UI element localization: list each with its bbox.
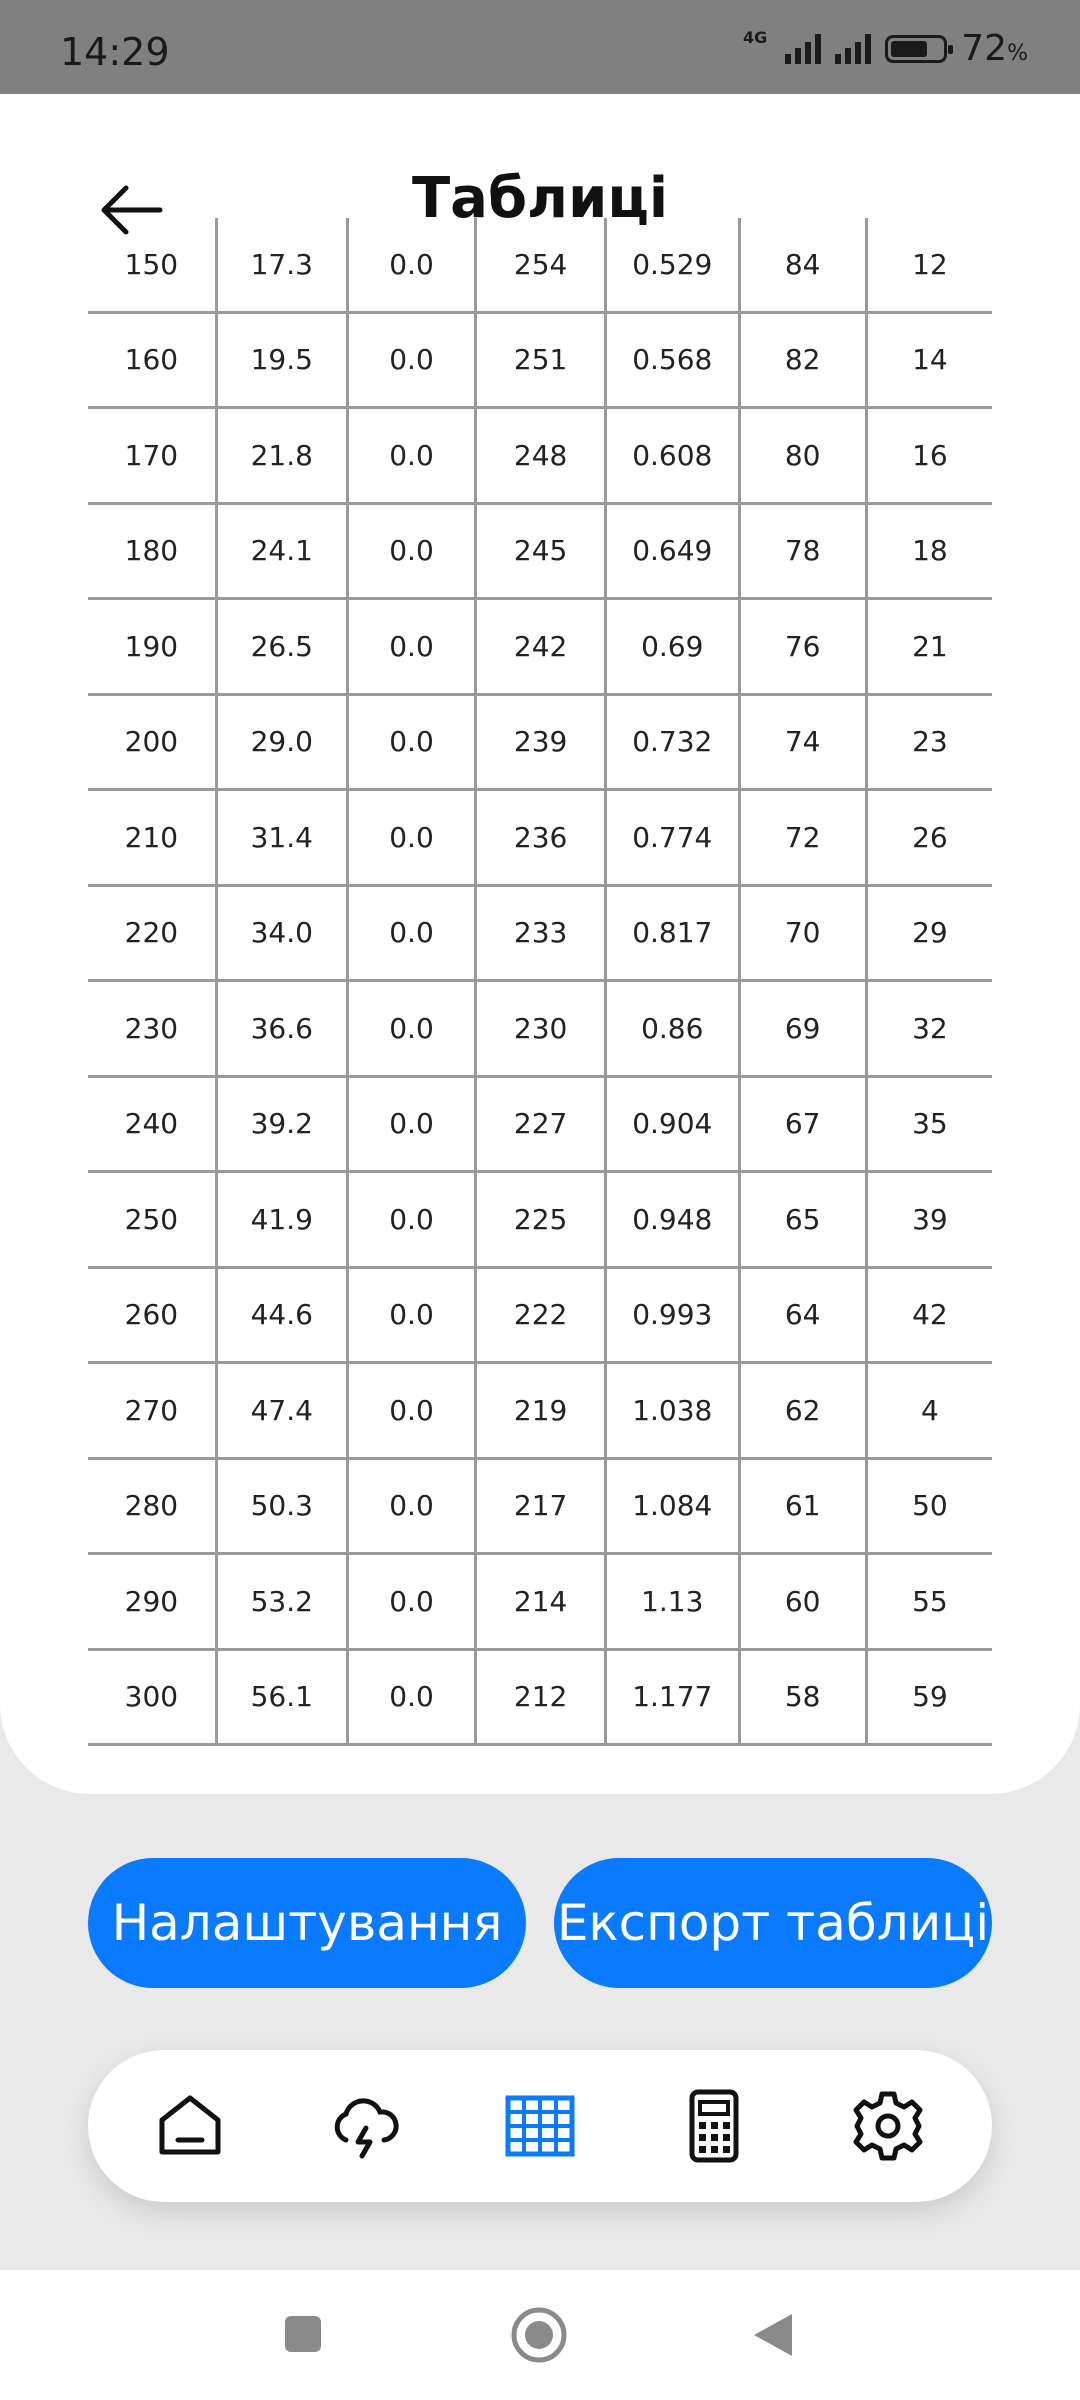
- network-type: 4G: [743, 28, 768, 47]
- table-cell: 39.2: [216, 1076, 347, 1172]
- table-cell: 233: [476, 885, 606, 981]
- table-cell: 300: [88, 1649, 216, 1745]
- table-cell: 82: [739, 312, 866, 408]
- table-cell: 0.69: [605, 599, 739, 695]
- page-title: Таблиці: [411, 166, 669, 231]
- data-table: [88, 218, 992, 1746]
- battery-level-fill: [891, 41, 927, 57]
- table-cell: 72: [739, 790, 866, 886]
- table-cell: 0.0: [347, 1363, 475, 1459]
- battery-percent-unit: %: [1007, 41, 1028, 66]
- table-cell: 26.5: [216, 599, 347, 695]
- table-cell: 1.177: [605, 1649, 739, 1745]
- table-cell: 26: [866, 790, 992, 886]
- table-cell: 160: [88, 312, 216, 408]
- table-cell: 76: [739, 599, 866, 695]
- table-cell: 290: [88, 1554, 216, 1650]
- table-cell: 0.948: [605, 1172, 739, 1268]
- table-cell: 12: [866, 218, 992, 312]
- table-cell: 29: [866, 885, 992, 981]
- table-cell: 31.4: [216, 790, 347, 886]
- battery-percent: [961, 28, 1028, 69]
- table-cell: 67: [739, 1076, 866, 1172]
- table-cell: 240: [88, 1076, 216, 1172]
- table-row: [88, 981, 992, 1077]
- table-cell: 21.8: [216, 408, 347, 504]
- nav-calculator[interactable]: [678, 2090, 750, 2162]
- table-row: [88, 503, 992, 599]
- table-row: [88, 1458, 992, 1554]
- nav-home[interactable]: [154, 2090, 226, 2162]
- table-cell: 0.0: [347, 503, 475, 599]
- table-cell: 150: [88, 218, 216, 312]
- table-cell: 1.038: [605, 1363, 739, 1459]
- table-cell: 50: [866, 1458, 992, 1554]
- table-cell: 0.568: [605, 312, 739, 408]
- table-cell: 260: [88, 1267, 216, 1363]
- table-cell: 1.13: [605, 1554, 739, 1650]
- nav-weather[interactable]: [328, 2090, 400, 2162]
- bottom-nav: [88, 2050, 992, 2202]
- table-cell: 58: [739, 1649, 866, 1745]
- table-cell: 0.993: [605, 1267, 739, 1363]
- table-cell: 217: [476, 1458, 606, 1554]
- table-cell: 39: [866, 1172, 992, 1268]
- table-cell: 0.0: [347, 981, 475, 1077]
- table-cell: 245: [476, 503, 606, 599]
- home-system-button[interactable]: [510, 2306, 568, 2364]
- table-cell: 212: [476, 1649, 606, 1745]
- table-cell: 69: [739, 981, 866, 1077]
- home-icon: [154, 2090, 226, 2162]
- weather-storm-icon: [328, 2090, 400, 2162]
- table-cell: 0.0: [347, 1554, 475, 1650]
- back-system-button[interactable]: [752, 2312, 794, 2358]
- table-cell: 0.0: [347, 885, 475, 981]
- table-cell: 0.86: [605, 981, 739, 1077]
- table-cell: 0.0: [347, 1172, 475, 1268]
- table-cell: 1.084: [605, 1458, 739, 1554]
- table-cell: 230: [88, 981, 216, 1077]
- table-cell: 36.6: [216, 981, 347, 1077]
- table-cell: 200: [88, 694, 216, 790]
- table-cell: 220: [88, 885, 216, 981]
- table-cell: 0.0: [347, 408, 475, 504]
- calculator-icon: [678, 2090, 750, 2162]
- table-cell: 239: [476, 694, 606, 790]
- table-cell: 248: [476, 408, 606, 504]
- table-cell: 180: [88, 503, 216, 599]
- table-cell: 84: [739, 218, 866, 312]
- table-cell: 170: [88, 408, 216, 504]
- table-cell: 254: [476, 218, 606, 312]
- status-indicators: [743, 28, 1028, 69]
- table-cell: 0.0: [347, 1649, 475, 1745]
- battery-percent-value: 72: [961, 28, 1008, 69]
- table-cell: 214: [476, 1554, 606, 1650]
- table-cell: 41.9: [216, 1172, 347, 1268]
- table-grid-icon: [504, 2090, 576, 2162]
- circle-icon: [510, 2306, 568, 2364]
- table-row: [88, 790, 992, 886]
- table-cell: 16: [866, 408, 992, 504]
- table-cell: 32: [866, 981, 992, 1077]
- table-cell: 0.0: [347, 599, 475, 695]
- table-cell: 250: [88, 1172, 216, 1268]
- table-cell: 0.0: [347, 790, 475, 886]
- table-cell: 17.3: [216, 218, 347, 312]
- table-cell: 34.0: [216, 885, 347, 981]
- table-row: [88, 599, 992, 695]
- table-cell: 64: [739, 1267, 866, 1363]
- table-cell: 21: [866, 599, 992, 695]
- battery-icon: [885, 35, 947, 63]
- table-row: [88, 1363, 992, 1459]
- table-cell: 47.4: [216, 1363, 347, 1459]
- status-bar: [0, 0, 1080, 94]
- table-cell: 56.1: [216, 1649, 347, 1745]
- triangle-back-icon: [752, 2312, 794, 2358]
- table-cell: 222: [476, 1267, 606, 1363]
- table-cell: 80: [739, 408, 866, 504]
- table-cell: 242: [476, 599, 606, 695]
- square-icon: [283, 2314, 323, 2354]
- table-cell: 230: [476, 981, 606, 1077]
- content-card: [0, 94, 1080, 1794]
- table-cell: 0.0: [347, 218, 475, 312]
- table-row: [88, 1267, 992, 1363]
- table-cell: 60: [739, 1554, 866, 1650]
- table-row: [88, 1649, 992, 1745]
- table-cell: 227: [476, 1076, 606, 1172]
- table-row: [88, 885, 992, 981]
- table-cell: 0.774: [605, 790, 739, 886]
- nav-settings[interactable]: [852, 2090, 924, 2162]
- table-cell: 59: [866, 1649, 992, 1745]
- table-cell: 61: [739, 1458, 866, 1554]
- table-cell: 29.0: [216, 694, 347, 790]
- signal-icon-secondary: [835, 34, 871, 64]
- settings-button[interactable]: Налаштування: [88, 1858, 526, 1988]
- table-cell: 50.3: [216, 1458, 347, 1554]
- table-cell: 210: [88, 790, 216, 886]
- gear-icon: [852, 2090, 924, 2162]
- table-cell: 0.529: [605, 218, 739, 312]
- table-cell: 280: [88, 1458, 216, 1554]
- table-cell: 0.0: [347, 1267, 475, 1363]
- table-cell: 35: [866, 1076, 992, 1172]
- table-cell: 4: [866, 1363, 992, 1459]
- table-cell: 18: [866, 503, 992, 599]
- status-time: 14:29: [60, 30, 170, 74]
- table-row: [88, 694, 992, 790]
- export-table-button[interactable]: Експорт таблиці: [554, 1858, 992, 1988]
- table-cell: 190: [88, 599, 216, 695]
- signal-icon: [785, 34, 821, 64]
- table-cell: 251: [476, 312, 606, 408]
- table-row: [88, 1076, 992, 1172]
- table-cell: 0.904: [605, 1076, 739, 1172]
- table-cell: 0.0: [347, 1458, 475, 1554]
- table-cell: 42: [866, 1267, 992, 1363]
- table-cell: 0.608: [605, 408, 739, 504]
- table-cell: 62: [739, 1363, 866, 1459]
- table-cell: 19.5: [216, 312, 347, 408]
- nav-tables[interactable]: [504, 2090, 576, 2162]
- table-cell: 65: [739, 1172, 866, 1268]
- table-cell: 78: [739, 503, 866, 599]
- table-row: [88, 1172, 992, 1268]
- table-cell: 0.649: [605, 503, 739, 599]
- table-cell: 74: [739, 694, 866, 790]
- table-cell: 70: [739, 885, 866, 981]
- table-cell: 23: [866, 694, 992, 790]
- table-row: [88, 312, 992, 408]
- table-row: [88, 218, 992, 312]
- table-row: [88, 408, 992, 504]
- table-cell: 14: [866, 312, 992, 408]
- table-cell: 44.6: [216, 1267, 347, 1363]
- table-cell: 0.732: [605, 694, 739, 790]
- table-cell: 270: [88, 1363, 216, 1459]
- table-row: [88, 1554, 992, 1650]
- table-cell: 24.1: [216, 503, 347, 599]
- table-cell: 0.0: [347, 694, 475, 790]
- system-nav-bar: [0, 2270, 1080, 2400]
- table-cell: 225: [476, 1172, 606, 1268]
- table-cell: 219: [476, 1363, 606, 1459]
- table-cell: 0.817: [605, 885, 739, 981]
- table-cell: 0.0: [347, 1076, 475, 1172]
- table-cell: 53.2: [216, 1554, 347, 1650]
- table-cell: 236: [476, 790, 606, 886]
- data-table-scroll[interactable]: [88, 247, 992, 1730]
- table-cell: 55: [866, 1554, 992, 1650]
- table-cell: 0.0: [347, 312, 475, 408]
- recent-apps-button[interactable]: [283, 2314, 323, 2354]
